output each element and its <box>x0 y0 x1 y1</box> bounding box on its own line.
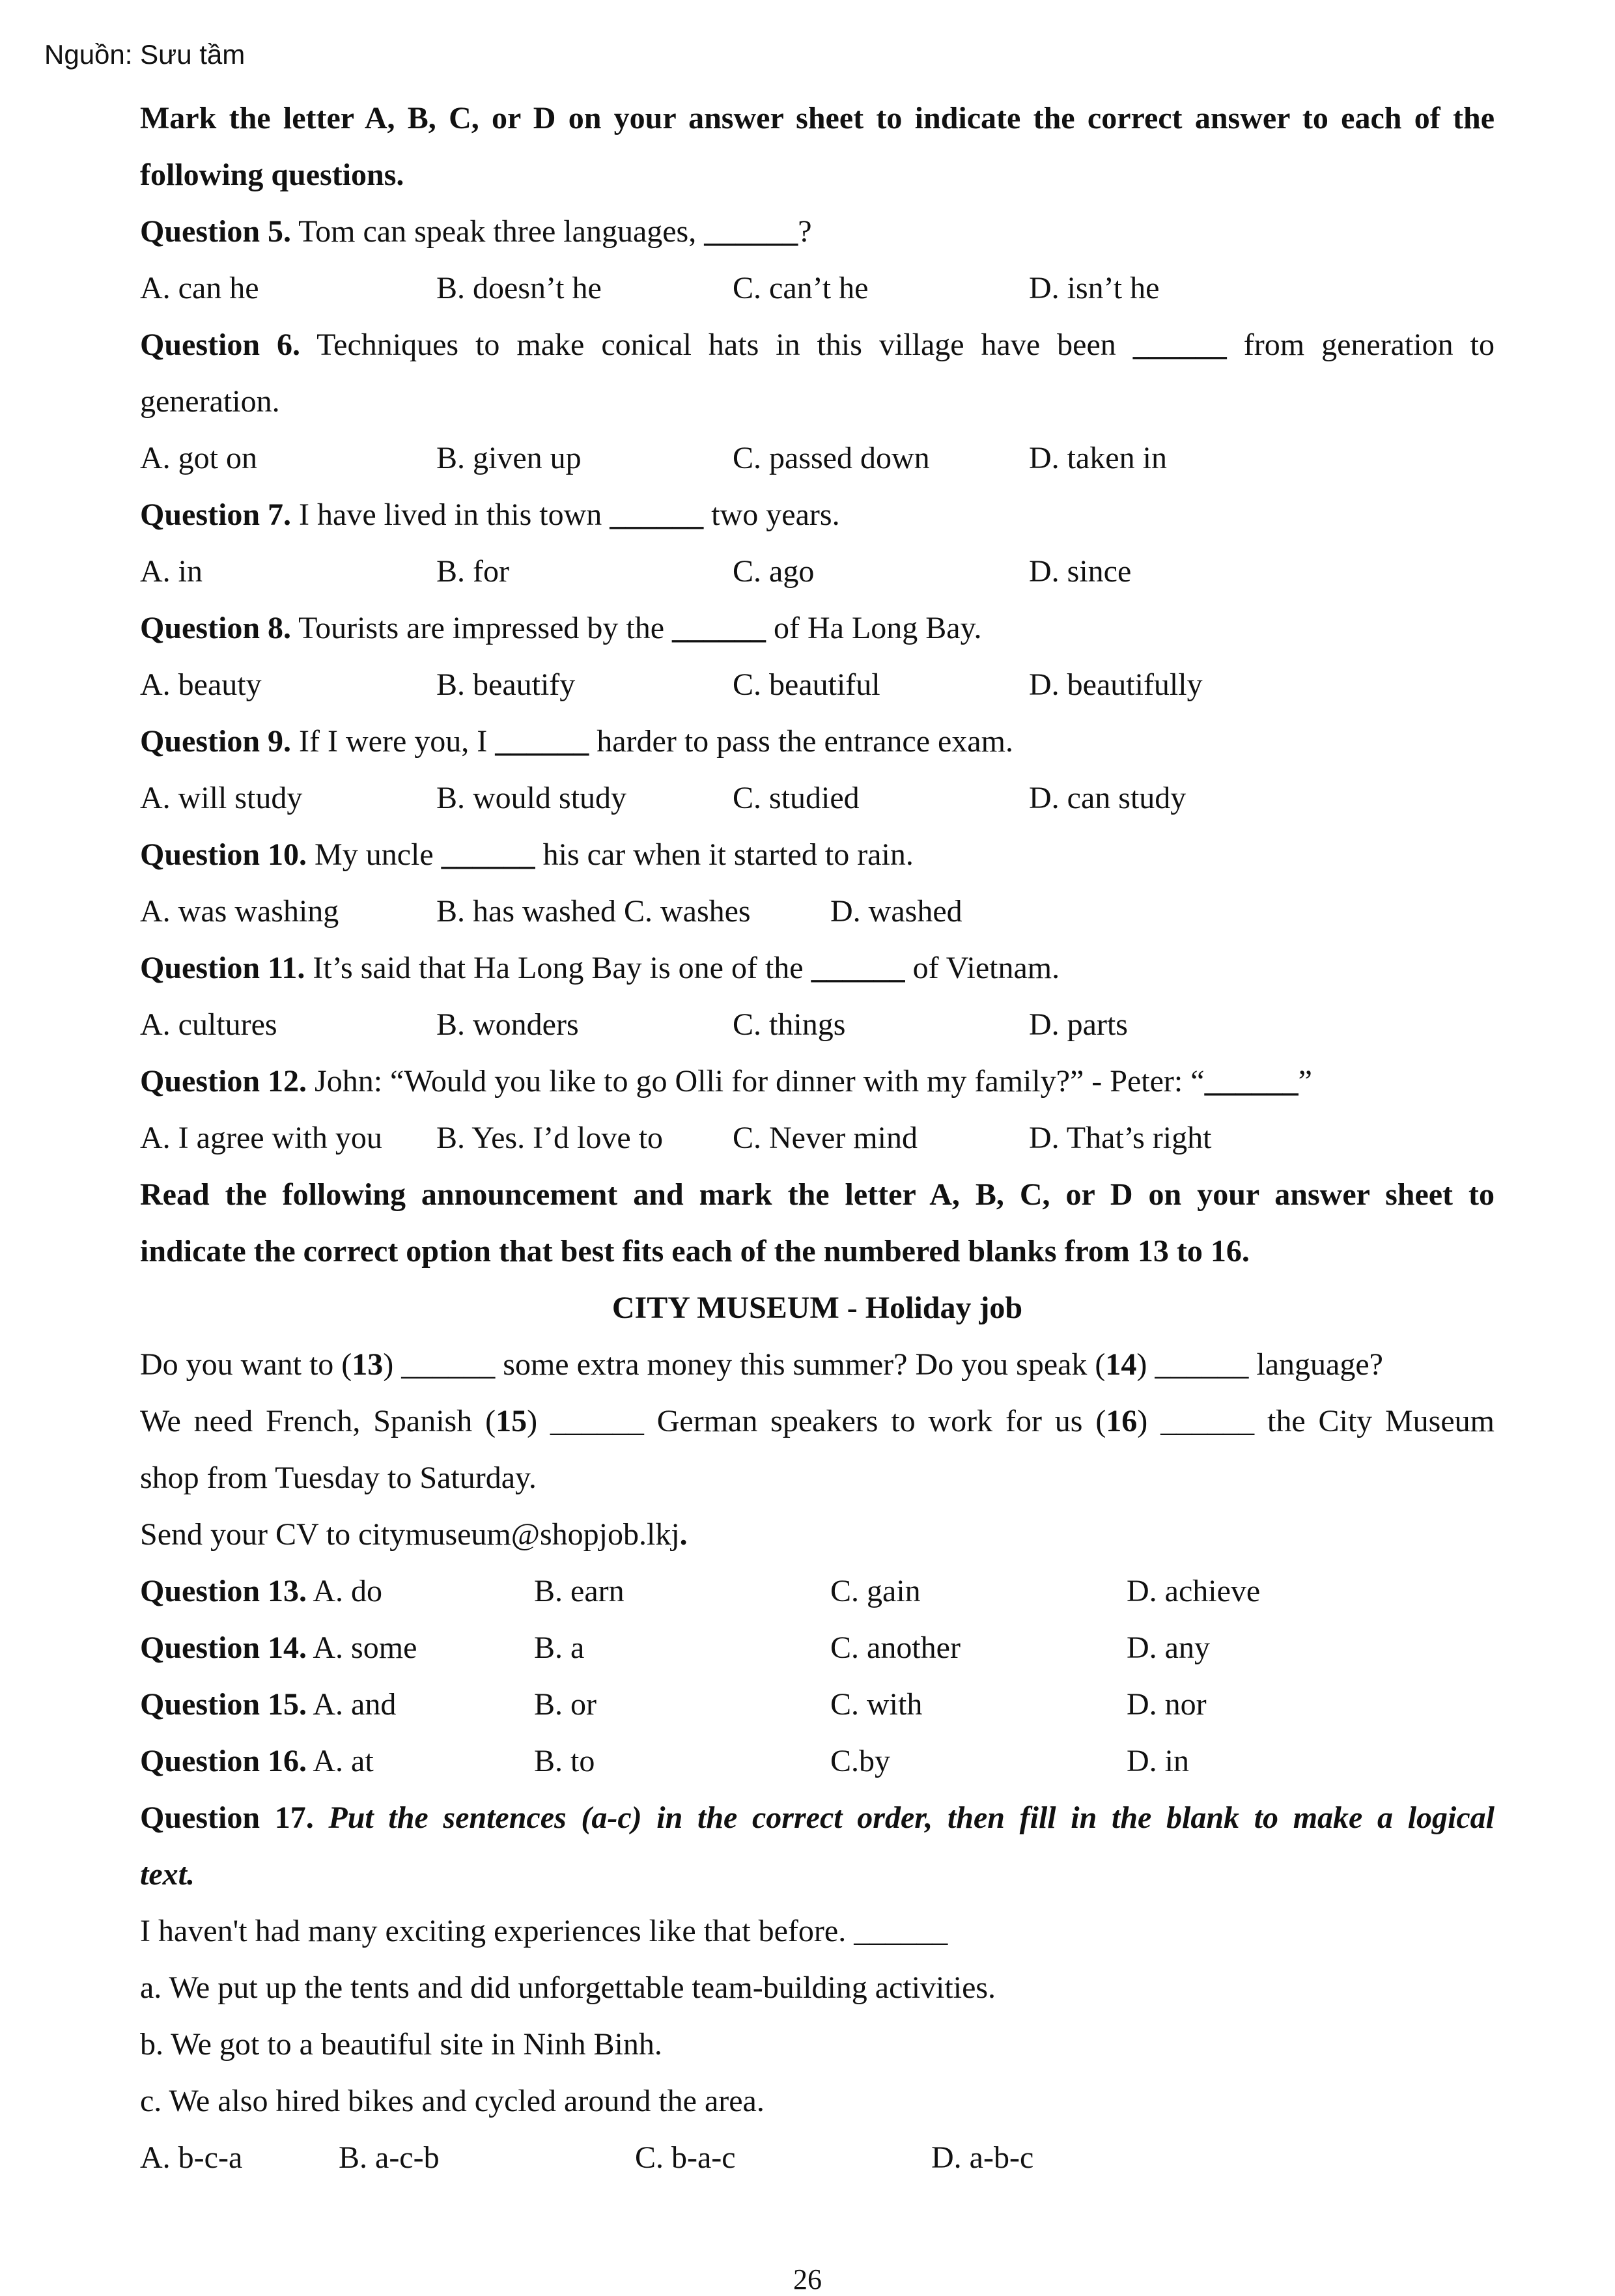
question-17-options <box>140 2129 1495 2186</box>
option-d: D. parts <box>1029 1007 1128 1042</box>
question-13 <box>140 1563 1495 1619</box>
passage-line-4 <box>140 1506 1495 1563</box>
question-11-label: Question 11. <box>140 951 305 985</box>
option-d: D. That’s right <box>1029 1121 1212 1155</box>
option-b: B. Yes. I’d love to <box>436 1121 664 1155</box>
source-note: Nguồn: Sưu tầm <box>44 39 246 70</box>
option-a: A. beauty <box>140 667 262 702</box>
question-12-label: Question 12. <box>140 1064 307 1099</box>
option-d: D. achieve <box>1127 1574 1261 1608</box>
question-17 <box>140 1789 1495 1846</box>
question-12 <box>140 1053 1495 1110</box>
passage-text: We need French, Spanish ( <box>140 1404 496 1438</box>
option-c: C. beautiful <box>733 667 880 702</box>
section2-instruction-line2: indicate the correct option that best fits each of the numbered blanks from 13 to 16. <box>140 1234 1250 1268</box>
option-b-c: B. has washed C. washes <box>436 894 751 929</box>
question-14 <box>140 1619 1495 1676</box>
question-11 <box>140 940 1495 996</box>
question-9-text: If I were you, I <box>291 724 496 759</box>
option-d: D. taken in <box>1029 441 1167 475</box>
question-7-label: Question 7. <box>140 497 292 532</box>
question-11-options <box>140 996 1495 1053</box>
question-8-text: Tourists are impressed by the <box>291 611 673 645</box>
option-b: B. wonders <box>436 1007 579 1042</box>
option-d: D. washed <box>830 894 962 929</box>
question-12-text: John: “Would you like to go Olli for dinner with my family?” - Peter: “ <box>307 1064 1205 1099</box>
option-c: C. b-a-c <box>635 2140 736 2175</box>
blank-number-14: 14 <box>1105 1347 1137 1382</box>
question-7-blank: ______ <box>610 497 704 532</box>
question-5 <box>140 203 1495 260</box>
question-15-label: Question 15. <box>140 1687 307 1722</box>
question-10 <box>140 826 1495 883</box>
option-a: A. at <box>307 1744 374 1778</box>
passage-line-1 <box>140 1336 1495 1393</box>
question-12-end: ” <box>1298 1064 1312 1099</box>
option-a: A. b-c-a <box>140 2140 243 2175</box>
option-b: B. would study <box>436 781 627 815</box>
passage-line-3: shop from Tuesday to Saturday. <box>140 1461 537 1495</box>
question-10-blank: ______ <box>441 837 535 872</box>
question-14-label: Question 14. <box>140 1631 307 1665</box>
question-8-end: of Ha Long Bay. <box>766 611 982 645</box>
question-7 <box>140 486 1495 543</box>
passage-line-2 <box>140 1393 1495 1449</box>
option-d: D. a-b-c <box>931 2140 1034 2175</box>
option-c: C. another <box>830 1631 961 1665</box>
sentence-a: a. We put up the tents and did unforgettable team-building activities. <box>140 1970 996 2005</box>
question-17-instruction-cont: text. <box>140 1857 195 1892</box>
question-10-text: My uncle <box>307 837 442 872</box>
option-b: B. beautify <box>436 667 576 702</box>
question-9 <box>140 713 1495 770</box>
option-b: B. a-c-b <box>339 2140 440 2175</box>
option-a: A. in <box>140 554 203 589</box>
question-17-lead: I haven't had many exciting experiences like that before. ______ <box>140 1914 948 1948</box>
page-number: 26 <box>793 2263 822 2295</box>
option-a: A. cultures <box>140 1007 277 1042</box>
question-8-options <box>140 656 1495 713</box>
question-13-label: Question 13. <box>140 1574 307 1608</box>
option-c: C. ago <box>733 554 815 589</box>
question-9-blank: ______ <box>495 724 589 759</box>
passage-text: ) ______ language? <box>1136 1347 1383 1382</box>
question-6-options <box>140 430 1495 486</box>
option-c: C. gain <box>830 1574 921 1608</box>
question-7-end: two years. <box>703 497 840 532</box>
question-9-end: harder to pass the entrance exam. <box>589 724 1013 759</box>
question-8-blank: ______ <box>672 611 766 645</box>
blank-number-16: 16 <box>1106 1404 1138 1438</box>
option-b: B. earn <box>534 1574 625 1608</box>
question-6-continuation: generation. <box>140 384 280 419</box>
option-d: D. can study <box>1029 781 1187 815</box>
question-6-label: Question 6. <box>140 328 301 362</box>
option-d: D. any <box>1127 1631 1210 1665</box>
question-6-text: Techniques to make conical hats in this village have been <box>300 328 1133 362</box>
option-d: D. beautifully <box>1029 667 1203 702</box>
question-11-end: of Vietnam. <box>905 951 1060 985</box>
option-a: A. and <box>307 1687 397 1722</box>
question-12-options <box>140 1110 1495 1166</box>
option-c: C. passed down <box>733 441 930 475</box>
option-c: C. with <box>830 1687 923 1722</box>
question-6-end: from generation to <box>1226 328 1495 362</box>
option-c: C. can’t he <box>733 271 869 305</box>
option-d: D. nor <box>1127 1687 1207 1722</box>
passage-text: ) ______ some extra money this summer? Do you speak ( <box>383 1347 1106 1382</box>
option-c: C. things <box>733 1007 846 1042</box>
option-c: C.by <box>830 1744 891 1778</box>
question-8-label: Question 8. <box>140 611 292 645</box>
worksheet-content <box>140 90 1495 2186</box>
option-d: D. isn’t he <box>1029 271 1160 305</box>
option-b: B. to <box>534 1744 595 1778</box>
option-a: A. was washing <box>140 894 339 929</box>
question-11-text: It’s said that Ha Long Bay is one of the <box>305 951 811 985</box>
question-7-options <box>140 543 1495 600</box>
question-17-label: Question 17. <box>140 1800 314 1835</box>
question-15 <box>140 1676 1495 1733</box>
passage-text: Send your CV to citymuseum@shopjob.lkj <box>140 1517 680 1552</box>
section1-instruction-line1: Mark the letter A, B, C, or D on your answer sheet to indicate the correct answer to each of the <box>140 101 1495 135</box>
option-b: B. for <box>436 554 509 589</box>
question-10-label: Question 10. <box>140 837 307 872</box>
option-a: A. some <box>307 1631 417 1665</box>
option-a: A. got on <box>140 441 257 475</box>
question-5-text: Tom can speak three languages, <box>291 214 705 249</box>
option-a: A. do <box>307 1574 383 1608</box>
question-12-blank: ______ <box>1204 1064 1299 1099</box>
blank-number-13: 13 <box>352 1347 384 1382</box>
question-11-blank: ______ <box>811 951 905 985</box>
section1-instruction-line2: following questions. <box>140 158 404 192</box>
option-b: B. given up <box>436 441 582 475</box>
question-16 <box>140 1733 1495 1789</box>
question-8 <box>140 600 1495 656</box>
option-c: C. studied <box>733 781 860 815</box>
question-5-options <box>140 260 1495 316</box>
question-9-options <box>140 770 1495 826</box>
question-5-label: Question 5. <box>140 214 292 249</box>
option-a: A. I agree with you <box>140 1121 382 1155</box>
question-5-end: ? <box>798 214 812 249</box>
question-5-blank: ______ <box>704 214 798 249</box>
passage-text: ) ______ German speakers to work for us ( <box>527 1404 1106 1438</box>
question-9-label: Question 9. <box>140 724 292 759</box>
announcement-title: CITY MUSEUM - Holiday job <box>611 1291 1023 1325</box>
option-b: B. or <box>534 1687 597 1722</box>
passage-text: ) ______ the City Museum <box>1137 1404 1495 1438</box>
question-17-instruction: Put the sentences (a-c) in the correct order, then fill in the blank to make a logical <box>313 1800 1495 1835</box>
question-6-blank: ______ <box>1132 328 1227 362</box>
option-a: A. can he <box>140 271 259 305</box>
question-10-options <box>140 883 1495 940</box>
passage-period: . <box>679 1517 688 1552</box>
question-16-label: Question 16. <box>140 1744 307 1778</box>
option-a: A. will study <box>140 781 303 815</box>
option-d: D. since <box>1029 554 1132 589</box>
passage-text: Do you want to ( <box>140 1347 352 1382</box>
option-b: B. a <box>534 1631 585 1665</box>
option-b: B. doesn’t he <box>436 271 602 305</box>
question-6 <box>140 316 1495 373</box>
option-d: D. in <box>1127 1744 1189 1778</box>
sentence-c: c. We also hired bikes and cycled around the area. <box>140 2084 765 2118</box>
option-c: C. Never mind <box>733 1121 918 1155</box>
question-7-text: I have lived in this town <box>291 497 610 532</box>
section2-instruction-line1: Read the following announcement and mark the letter A, B, C, or D on your answer sheet to <box>140 1177 1495 1212</box>
sentence-b: b. We got to a beautiful site in Ninh Binh. <box>140 2027 662 2062</box>
question-10-end: his car when it started to rain. <box>535 837 914 872</box>
blank-number-15: 15 <box>496 1404 527 1438</box>
